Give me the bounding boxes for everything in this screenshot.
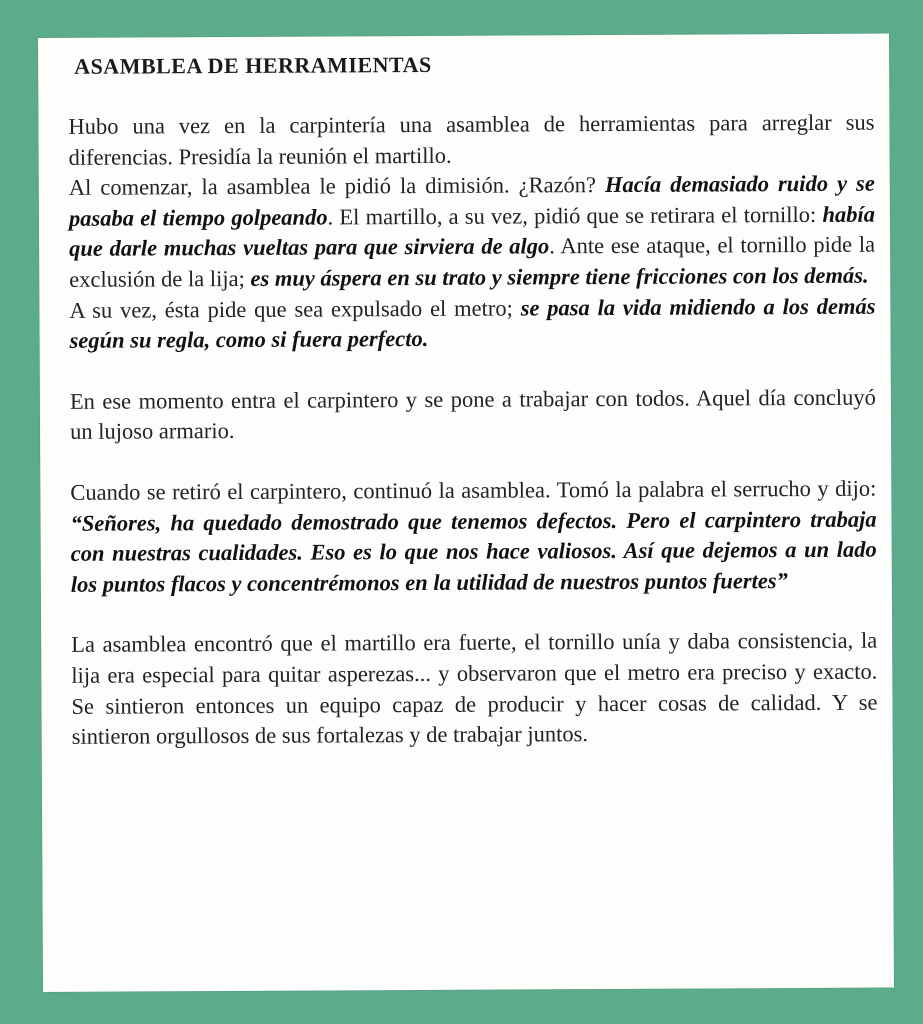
paragraph-metro-text: A su vez, ésta pide que sea expulsado el metro; — [69, 295, 521, 323]
paragraph-saw — [70, 474, 877, 601]
paragraph-gap — [70, 444, 876, 478]
paragraph-carpenter-text: En ese momento entra el carpintero y se pone a trabajar con todos. Aquel día concluyó un lujoso armario. — [69, 384, 876, 445]
paragraph-metro — [69, 291, 875, 356]
paragraph-metro-emphasis: se pasa la vida midiendo a los demás según su regla, como si fuera perfecto. — [69, 293, 876, 353]
paragraph-saw-text: Cuando se retiró el carpintero, continuó la asamblea. Tomó la palabra el serrucho y dijo: — [70, 475, 877, 505]
paragraph-gap — [71, 596, 877, 630]
paragraph-conclusion — [71, 626, 878, 753]
paragraph-complaints — [69, 169, 876, 296]
document-body — [68, 108, 877, 753]
document-title: ASAMBLEA DE HERRAMIENTAS — [74, 51, 432, 79]
paragraph-carpenter — [70, 382, 876, 447]
paragraph-complaints-text-3: . Ante ese ataque, el tornillo pide la exclusión de la lija; — [69, 231, 876, 292]
paragraph-intro — [68, 108, 874, 173]
paragraph-gap — [70, 352, 876, 386]
paper-sheet — [38, 34, 894, 992]
paragraph-saw-quote: “Señores, ha quedado demostrado que tenemos defectos. Pero el carpintero trabaja con nuestras cualidades. Eso es lo que nos hace valiosos. Así que dejemos a un lado los puntos flacos y concentrémonos en la utilidad de nuestros puntos fuertes” — [70, 506, 877, 597]
paragraph-complaints-emphasis-2: había que darle muchas vueltas para que sirviera de algo — [69, 201, 875, 262]
paragraph-conclusion-text: La asamblea encontró que el martillo era fuerte, el tornillo unía y daba consistencia, la lija era especial para quitar asperezas... y observaron que el metro era preciso y exacto. Se sintieron entonces un equipo capaz de producir y hacer cosas de calidad. Y se sintieron orgullosos de sus fortalezas y de trabajar juntos. — [71, 627, 878, 749]
paragraph-complaints-emphasis-3: es muy áspera en su trato y siempre tiene fricciones con los demás. — [250, 262, 869, 291]
paragraph-complaints-emphasis-1: Hacía demasiado ruido y se pasaba el tiempo golpeando — [68, 170, 875, 231]
paragraph-intro-text: Hubo una vez en la carpintería una asamblea de herramientas para arreglar sus diferencias. Presidía la reunión el martillo. — [68, 109, 875, 170]
paragraph-complaints-text-2: . El martillo, a su vez, pidió que se retirara el tornillo: — [327, 201, 823, 230]
paragraph-complaints-text-1: Al comenzar, la asamblea le pidió la dimisión. ¿Razón? — [68, 172, 606, 201]
